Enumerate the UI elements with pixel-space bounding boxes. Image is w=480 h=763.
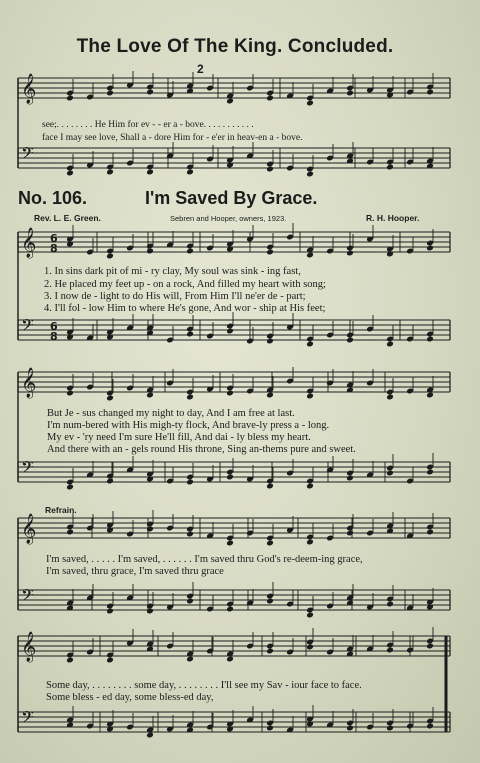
- note-head: [106, 478, 114, 485]
- verse-4-line-a: 4. I'll fol - low Him to where He's gone, And wor - ship at His feet;: [44, 303, 326, 314]
- note-head: [226, 656, 234, 663]
- note-head: [106, 90, 114, 97]
- note-head: [426, 245, 434, 252]
- treble-clef-icon: 𝄞: [21, 368, 37, 398]
- note-head: [346, 725, 354, 732]
- note-head: [306, 644, 314, 651]
- note-head: [266, 648, 274, 655]
- note-head: [106, 395, 114, 402]
- note-head: [226, 474, 234, 481]
- bass-clef-icon: 𝄢: [21, 315, 34, 339]
- note-head: [226, 328, 234, 335]
- note-head: [386, 601, 394, 608]
- note-head: [266, 725, 274, 732]
- note-head: [426, 529, 434, 536]
- verse-2-line-a: 2. He placed my feet up - on a rock, And filled my heart with song;: [44, 279, 326, 290]
- verse-1-line-a: 1. In sins dark pit of mi - ry clay, My soul was sink - ing fast,: [44, 266, 301, 277]
- note-head: [346, 250, 354, 257]
- treble-clef-icon: 𝄞: [21, 514, 37, 544]
- refrain-label: Refrain.: [45, 505, 77, 515]
- note-head: [146, 89, 154, 96]
- note-head: [426, 336, 434, 343]
- time-signature-bottom: 8: [50, 330, 58, 343]
- refrain-line-2: I'm saved, thru grace, I'm saved thru grace: [46, 566, 224, 577]
- note-head: [386, 647, 394, 654]
- measure-number: 2: [197, 62, 204, 76]
- note-head: [186, 169, 194, 176]
- note-head: [386, 725, 394, 732]
- verse-1-line-b: But Je - sus changed my night to day, And I am free at last.: [47, 408, 295, 419]
- note-head: [226, 98, 234, 105]
- hymn-copyright: Sebren and Hooper, owners, 1923.: [170, 214, 287, 223]
- note-head: [346, 530, 354, 537]
- note-head: [266, 540, 274, 547]
- note-head: [306, 100, 314, 107]
- note-head: [426, 723, 434, 730]
- note-head: [66, 529, 74, 536]
- note-head: [426, 89, 434, 96]
- hymn-author: Rev. L. E. Green.: [34, 213, 101, 223]
- note-head: [306, 171, 314, 178]
- note-head: [426, 469, 434, 476]
- note-head: [146, 248, 154, 255]
- note-head: [186, 598, 194, 605]
- treble-clef-icon: 𝄞: [21, 228, 37, 258]
- final-line-2: Some bless - ed day, some bless-ed day,: [46, 692, 214, 703]
- note-head: [266, 95, 274, 102]
- note-head: [106, 657, 114, 664]
- note-head: [66, 484, 74, 491]
- note-head: [146, 732, 154, 739]
- note-head: [66, 657, 74, 664]
- time-signature-bottom: 8: [50, 242, 58, 255]
- verse-2-line-b: I'm num-bered with His migh-ty flock, And brave-ly press a - long.: [47, 420, 330, 431]
- note-head: [146, 169, 154, 176]
- note-head: [186, 531, 194, 538]
- note-head: [266, 249, 274, 256]
- final-line-1: Some day, . . . . . . . . some day, . . . . . . . . I'll see my Sav - iour face to face.: [46, 680, 362, 691]
- note-head: [426, 643, 434, 650]
- note-head: [386, 470, 394, 477]
- note-head: [426, 392, 434, 399]
- note-head: [186, 394, 194, 401]
- note-head: [186, 248, 194, 255]
- time-signature-top: 6: [50, 320, 58, 333]
- note-head: [386, 341, 394, 348]
- hymn-composer: R. H. Hooper.: [366, 213, 420, 223]
- top-lyric-line-2: face I may see love, Shall a - dore Him for - e'er in heav-en a - bove.: [42, 133, 303, 143]
- note-head: [66, 390, 74, 397]
- top-lyric-line-1: see;. . . . . . . . He Him for ev - - er a - bove. . . . . . . . . . .: [42, 120, 254, 130]
- note-head: [306, 612, 314, 619]
- note-head: [146, 608, 154, 615]
- note-head: [106, 169, 114, 176]
- bass-clef-icon: 𝄢: [21, 707, 34, 731]
- note-head: [266, 338, 274, 345]
- note-head: [226, 390, 234, 397]
- note-head: [186, 656, 194, 663]
- note-head: [306, 539, 314, 546]
- time-signature-top: 6: [50, 232, 58, 245]
- refrain-line-1: I'm saved, . . . . . I'm saved, . . . . . . I'm saved thru God's re-deem-ing grace,: [46, 554, 363, 565]
- note-head: [386, 164, 394, 171]
- note-head: [106, 608, 114, 615]
- note-head: [66, 170, 74, 177]
- note-head: [226, 606, 234, 613]
- note-head: [266, 483, 274, 490]
- bass-clef-icon: 𝄢: [21, 143, 34, 167]
- hymn-title: I'm Saved By Grace.: [145, 188, 318, 208]
- verse-4-line-b: And there with an - gels round His throne, Sing an-thems pure and sweet.: [47, 444, 356, 455]
- note-head: [306, 252, 314, 259]
- bass-clef-icon: 𝄢: [21, 585, 34, 609]
- verse-3-line-b: My ev - 'ry need I'm sure He'll fill, And dai - ly bless my heart.: [47, 432, 311, 443]
- note-head: [146, 526, 154, 533]
- note-head: [266, 166, 274, 173]
- note-head: [106, 253, 114, 260]
- note-head: [146, 392, 154, 399]
- note-head: [346, 475, 354, 482]
- treble-clef-icon: 𝄞: [21, 74, 37, 104]
- note-head: [346, 337, 354, 344]
- note-head: [306, 483, 314, 490]
- note-head: [66, 95, 74, 102]
- note-head: [266, 392, 274, 399]
- treble-clef-icon: 𝄞: [21, 632, 37, 662]
- note-head: [186, 331, 194, 338]
- note-head: [306, 341, 314, 348]
- bass-clef-icon: 𝄢: [21, 457, 34, 481]
- note-head: [186, 479, 194, 486]
- note-head: [346, 90, 354, 97]
- note-head: [386, 394, 394, 401]
- note-head: [266, 598, 274, 605]
- hymn-number: No. 106.: [18, 188, 88, 208]
- verse-3-line-a: 3. I now de - light to do His will, From Him I'll ne'er de - part;: [44, 291, 306, 302]
- note-head: [226, 540, 234, 547]
- note-head: [306, 393, 314, 400]
- page-title: The Love Of The King. Concluded.: [76, 36, 394, 57]
